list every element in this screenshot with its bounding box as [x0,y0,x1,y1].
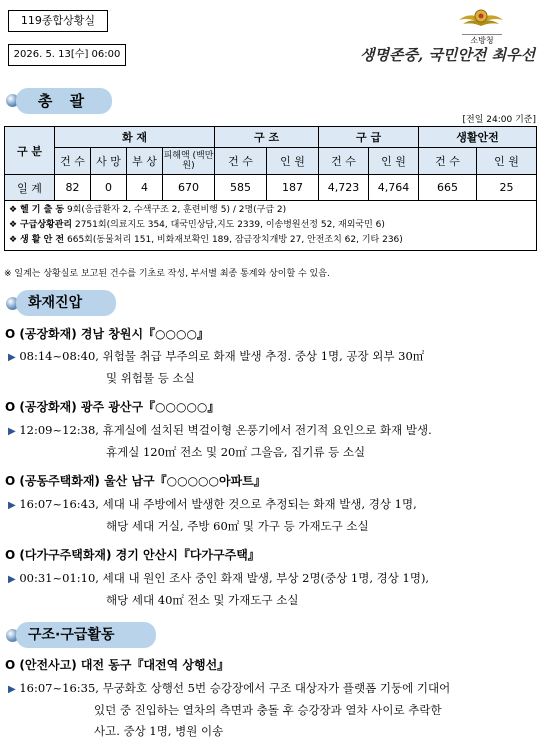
fire-incident-body [8,346,538,389]
rescue-count: 585 [215,175,267,201]
summary-title-text: 총 괄 [37,92,91,110]
rescue-incident-title-text: (안전사고) 대전 동구『대전역 상행선』 [19,658,230,672]
triangle-bullet-icon: ▶ [8,426,16,437]
safety-count: 665 [419,175,477,201]
slogan [360,44,536,65]
note-helicopter-label: 헬 기 출 동 [19,205,65,215]
triangle-bullet-icon: ▶ [8,352,16,363]
sub-fire-injuries: 부 상 [127,148,163,175]
office-label [8,10,108,32]
fire-damage: 670 [163,175,215,201]
fire-deaths: 0 [91,175,127,201]
triangle-bullet-icon: ▶ [8,684,16,695]
ems-count: 4,723 [319,175,369,201]
rescue-incident-line2: 있던 중 진입하는 열차의 측면과 충돌 후 승강장과 열차 사이로 추락한 [94,703,442,717]
date-label-text: 2026. 5. 13[수] 06:00 [13,49,121,60]
date-label [8,44,126,66]
group-fire: 화 재 [55,127,215,148]
fire-incident-title [5,546,260,563]
fire-injuries: 4 [127,175,163,201]
fire-incident-title-text: (공장화재) 광주 광산구『○○○○○』 [19,400,220,414]
fire-incident-title-text: (공장화재) 경남 창원시『○○○○』 [19,327,209,341]
circle-bullet-icon: O [5,658,16,672]
fire-incident-title-text: (다가구주택화재) 경기 안산시『다가구주택』 [19,548,260,562]
note-helicopter: ❖ 헬 기 출 동 9회(응급환자 2, 수색구조 2, 훈련비행 5) / 2명(구급 2) [9,205,287,215]
sub-fire-count: 건 수 [55,148,91,175]
fire-count: 82 [55,175,91,201]
rescue-people: 187 [267,175,319,201]
rescue-section-title [16,622,156,648]
rescue-incident-line3: 사고. 중상 1명, 병원 이송 [94,724,224,738]
group-safety: 생활안전 [419,127,537,148]
col-gubun: 구 분 [5,127,55,175]
sub-ems-count: 건 수 [319,148,369,175]
note-ems-text: 2751회(의료지도 354, 대국민상담,지도 2339, 이송병원선정 52, 재외국민 6) [74,220,385,230]
fire-incident-title [5,398,219,415]
sub-safety-people: 인 원 [477,148,537,175]
sub-rescue-count: 건 수 [215,148,267,175]
note-ems-label: 구급상황관리 [19,220,73,230]
rescue-section-title-text: 구조·구급활동 [28,627,115,643]
rescue-incident-title [5,656,229,673]
brand-text: 소방청 [470,36,494,45]
sub-fire-damage [163,148,215,175]
fire-incident-body [8,494,538,537]
summary-table [4,126,537,251]
triangle-bullet-icon: ▶ [8,500,16,511]
fire-incident-line1: 세대 내 주방에서 발생한 것으로 추정되는 화재 발생, 경상 1명, [102,497,417,511]
emblem-icon [455,6,507,36]
fire-incident-line1: 세대 내 원인 조사 중인 화재 발생, 부상 2명(중상 1명, 경상 1명), [102,571,430,585]
office-label-text: 119종합상황실 [20,14,96,27]
fire-incident-line2: 휴게실 120㎡ 전소 및 20㎡ 그을음, 집기류 등 소실 [106,445,366,459]
fire-incident-line1: 휴게실에 설치된 벽걸이형 온풍기에서 전기적 요인으로 화재 발생. [102,423,432,437]
fire-incident-time: 12:09~12:38, [19,423,99,437]
rescue-incident-time: 16:07~16:35, [19,681,99,695]
sub-fire-damage-text: 피해액 (백만원) [163,151,214,171]
circle-bullet-icon: O [5,474,16,488]
fire-section-title [16,290,116,316]
note-safety: ❖ 생 활 안 전 665회(동물처리 151, 비화재보확인 189, 잠금장치개방 27, 안전조치 62, 기타 236) [9,235,403,245]
rescue-incident-line1: 무궁화호 상행선 5번 승강장에서 구조 대상자가 플랫폼 기둥에 기대어 [102,681,451,695]
sub-fire-deaths: 사 망 [91,148,127,175]
fire-incident-time: 08:14~08:40, [19,349,99,363]
safety-people: 25 [477,175,537,201]
fire-incident-line2: 해당 세대 거실, 주방 60㎡ 및 가구 등 가재도구 소실 [106,519,369,533]
footnote-text: ※ 일계는 상황실로 보고된 건수를 기초로 작성, 부서별 최종 통계와 상이할 수 있음. [4,269,330,279]
fire-incident-line2: 해당 세대 40㎡ 전소 및 가재도구 소실 [106,593,299,607]
note-ems: ❖ 구급상황관리 2751회(의료지도 354, 대국민상담,지도 2339, 이송병원선정 52, 재외국민 6) [9,220,385,230]
circle-bullet-icon: O [5,400,16,414]
note-safety-label: 생 활 안 전 [19,235,65,245]
fire-incident-title [5,472,266,489]
fire-incident-body [8,420,538,463]
circle-bullet-icon: O [5,548,16,562]
note-safety-text: 665회(동물처리 151, 비화재보확인 189, 잠금장치개방 27, 안전조치 62, 기타 236) [67,235,403,245]
footnote [4,266,330,279]
slogan-text: 생명존중, 국민안전 최우선 [360,46,536,64]
basis-text: [전일 24:00 기준] [462,115,536,125]
ems-people: 4,764 [369,175,419,201]
fire-incident-line2: 및 위험물 등 소실 [106,371,195,385]
basis-label [380,112,536,125]
fire-incident-time: 16:07~16:43, [19,497,99,511]
fire-incident-line1: 위험물 취급 부주의로 화재 발생 추정. 중상 1명, 공장 외부 30㎡ [102,349,425,363]
circle-bullet-icon: O [5,327,16,341]
triangle-bullet-icon: ▶ [8,574,16,585]
rescue-incident-body [8,678,538,742]
sub-safety-count: 건 수 [419,148,477,175]
group-rescue: 구 조 [215,127,319,148]
note-helicopter-text: 9회(응급환자 2, 수색구조 2, 훈련비행 5) / 2명(구급 2) [67,205,287,215]
group-ems: 구 급 [319,127,419,148]
fire-incident-title-text: (공동주택화재) 울산 남구『○○○○○아파트』 [19,474,266,488]
fire-incident-body [8,568,538,611]
fire-section-title-text: 화재진압 [28,295,83,311]
sub-ems-people: 인 원 [369,148,419,175]
fire-incident-time: 00:31~01:10, [19,571,99,585]
row-label: 일 계 [5,175,55,201]
notes-cell [5,201,537,251]
fire-incident-title [5,325,209,342]
summary-title [16,88,112,114]
sub-rescue-people: 인 원 [267,148,319,175]
